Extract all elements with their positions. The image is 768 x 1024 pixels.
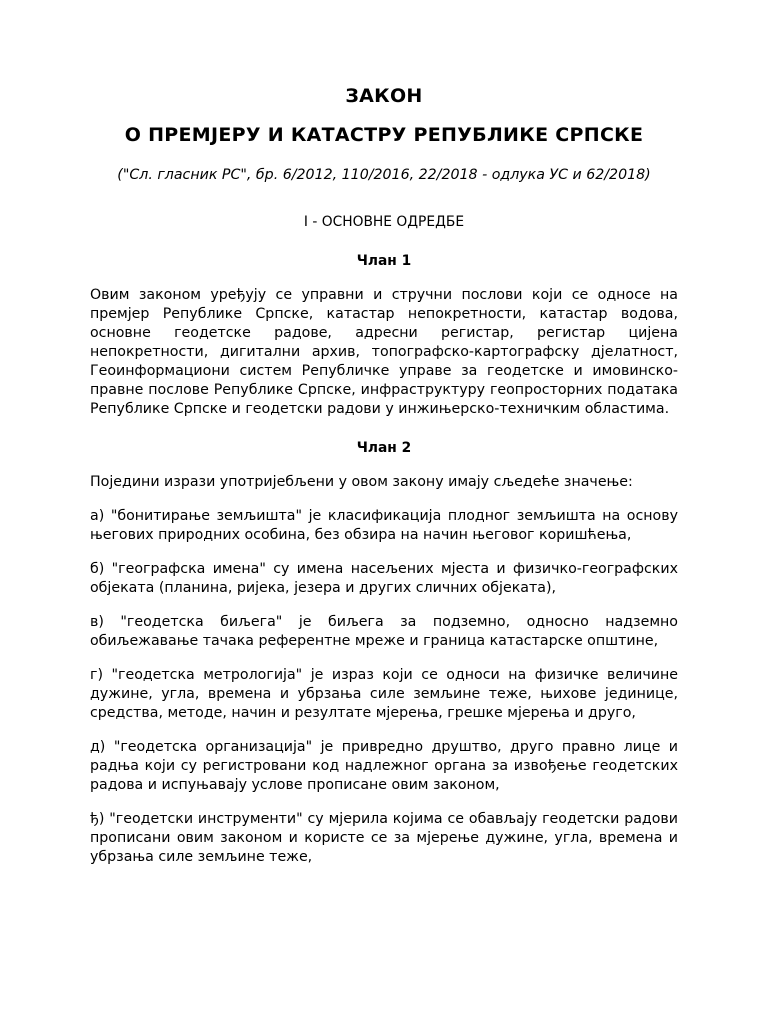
definition-item: в) "геодетска биљега" је биљега за подземно, односно надземно обиљежавање тачака референтне мреже и граница катастарске општине,: [90, 614, 678, 649]
article-1-heading: Члан 1: [356, 253, 412, 269]
article-2-intro: Поједини изрази употријебљени у овом закону имају сљедеће значење:: [90, 474, 633, 490]
definition-item: а) "бонитирање земљишта" је класификација плодног земљишта на основу његових природних особина, без обзира на начин његовог коришћења,: [90, 508, 678, 543]
section-heading: I - ОСНОВНЕ ОДРЕДБЕ: [303, 214, 465, 230]
definition-item: д) "геодетска организација" је привредно друштво, друго правно лице и радња који су регистровани код надлежног органа за извођење геодетских радова и испуњавају услове прописане овим законом,: [90, 739, 678, 793]
article-2-heading: Члан 2: [356, 440, 412, 456]
document-subtitle: О ПРЕМЈЕРУ И КАТАСТРУ РЕПУБЛИКЕ СРПСКЕ: [124, 124, 644, 146]
article-1-text: Овим законом уређују се управни и стручни послови који се односе на премјер Републике Српске, катастар непокретности, катастар водова, основне геодетске радове, адресни регистар, регистар цијена непокретности, дигитални архив, топографско-картографску дјелатност, Геоинформациони систем Републичке управе за геодетске и имовинско-правне послове Републике Српске, инфраструктуру геопросторних података Републике Српске и геодетски радови у инжињерско-техничким областима.: [90, 287, 678, 417]
definition-item: ђ) "геодетски инструменти" су мјерила којима се обављају геодетски радови прописани овим законом и користе се за мјерење дужине, угла, времена и убрзања силе земљине теже,: [90, 811, 678, 865]
document-page: [90, 84, 678, 867]
document-title: ЗАКОН: [345, 85, 423, 107]
definition-item: б) "географска имена" су имена насељених мјеста и физичко-географских објеката (планина, ријека, језера и других сличних објеката),: [90, 561, 678, 596]
gazette-reference: ("Сл. гласник РС", бр. 6/2012, 110/2016, 22/2018 - одлука УС и 62/2018): [117, 167, 651, 183]
definition-item: г) "геодетска метрологија" је израз који се односи на физичке величине дужине, угла, времена и убрзања силе земљине теже, њихове јединице, средства, методе, начин и резултате мјерења, грешке мјерења и друго,: [90, 667, 678, 721]
